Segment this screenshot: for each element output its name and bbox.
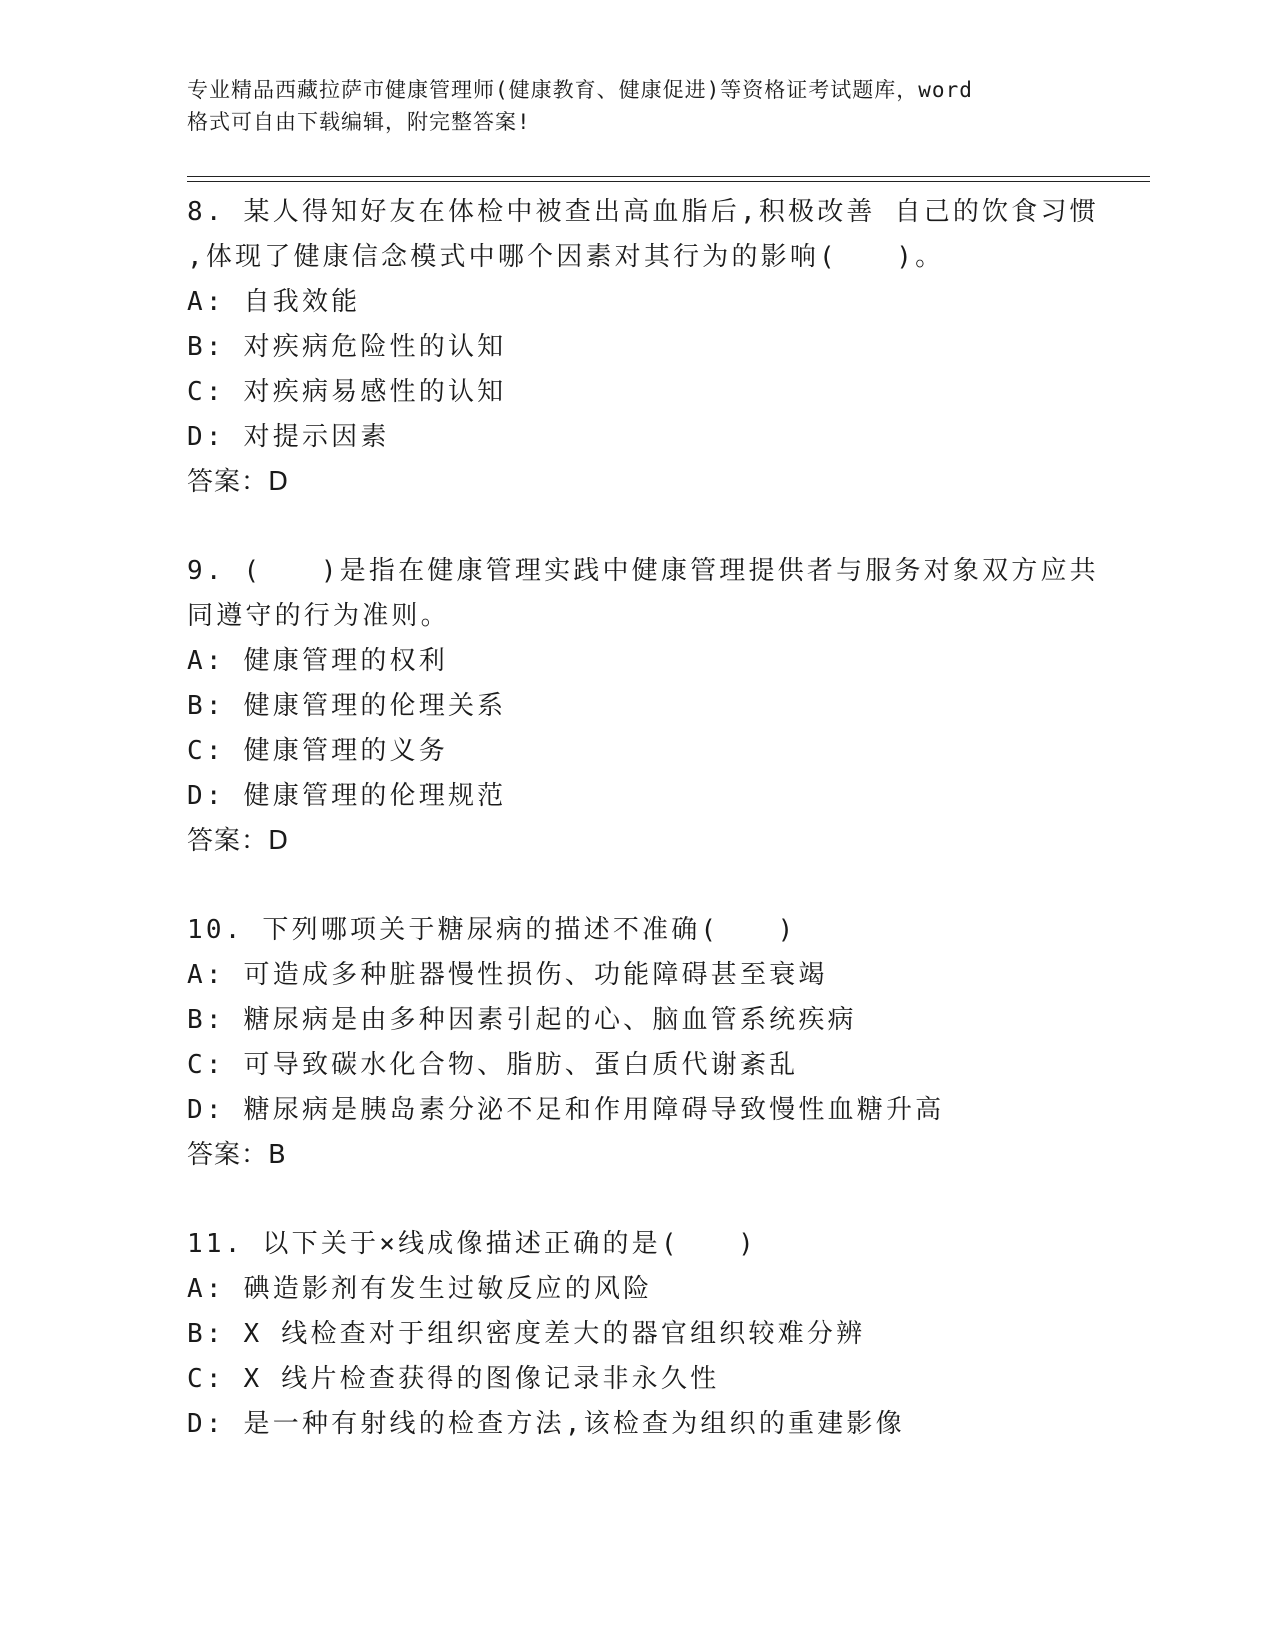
question-list	[187, 190, 1099, 1491]
question-block	[187, 908, 1087, 1178]
answer-option: D: 糖尿病是胰岛素分泌不足和作用障碍导致慢性血糖升高	[187, 1095, 945, 1125]
question-stem-line: 11. 以下关于×线成像描述正确的是( )	[187, 1229, 757, 1259]
answer-option: A: 碘造影剂有发生过敏反应的风险	[187, 1274, 653, 1304]
header-line-1: 专业精品西藏拉萨市健康管理师(健康教育、健康促进)等资格证考试题库，word	[187, 78, 973, 102]
answer-option: D: 是一种有射线的检查方法,该检查为组织的重建影像	[187, 1409, 905, 1439]
question-stem-line: 9. ( )是指在健康管理实践中健康管理提供者与服务对象双方应共	[187, 556, 1099, 586]
document-header	[187, 74, 1067, 138]
answer-option: A: 可造成多种脏器慢性损伤、功能障碍甚至衰竭	[187, 960, 828, 990]
answer-key: 答案：B	[187, 1140, 287, 1170]
answer-option: B: 对疾病危险性的认知	[187, 332, 507, 362]
header-divider	[187, 176, 1150, 182]
question-stem-line: ,体现了健康信念模式中哪个因素对其行为的影响( )。	[187, 242, 945, 272]
question-block	[187, 549, 1099, 864]
answer-option: D: 对提示因素	[187, 422, 390, 452]
answer-option: A: 健康管理的权利	[187, 646, 448, 676]
question-stem-line: 8. 某人得知好友在体检中被查出高血脂后,积极改善 自己的饮食习惯	[187, 197, 1099, 227]
question-block	[187, 190, 1099, 505]
answer-option: D: 健康管理的伦理规范	[187, 781, 507, 811]
header-line-2: 格式可自由下载编辑，附完整答案!	[187, 110, 531, 134]
answer-option: C: X 线片检查获得的图像记录非永久性	[187, 1364, 720, 1394]
answer-key: 答案：D	[187, 467, 290, 497]
answer-key: 答案：D	[187, 826, 290, 856]
answer-option: C: 健康管理的义务	[187, 736, 448, 766]
question-block	[187, 1222, 1087, 1447]
answer-option: C: 可导致碳水化合物、脂肪、蛋白质代谢紊乱	[187, 1050, 799, 1080]
answer-option: B: 健康管理的伦理关系	[187, 691, 507, 721]
answer-option: A: 自我效能	[187, 287, 361, 317]
answer-option: B: 糖尿病是由多种因素引起的心、脑血管系统疾病	[187, 1005, 857, 1035]
answer-option: B: X 线检查对于组织密度差大的器官组织较难分辨	[187, 1319, 866, 1349]
question-stem-line: 同遵守的行为准则。	[187, 601, 450, 631]
answer-option: C: 对疾病易感性的认知	[187, 377, 507, 407]
question-stem-line: 10. 下列哪项关于糖尿病的描述不准确( )	[187, 915, 797, 945]
